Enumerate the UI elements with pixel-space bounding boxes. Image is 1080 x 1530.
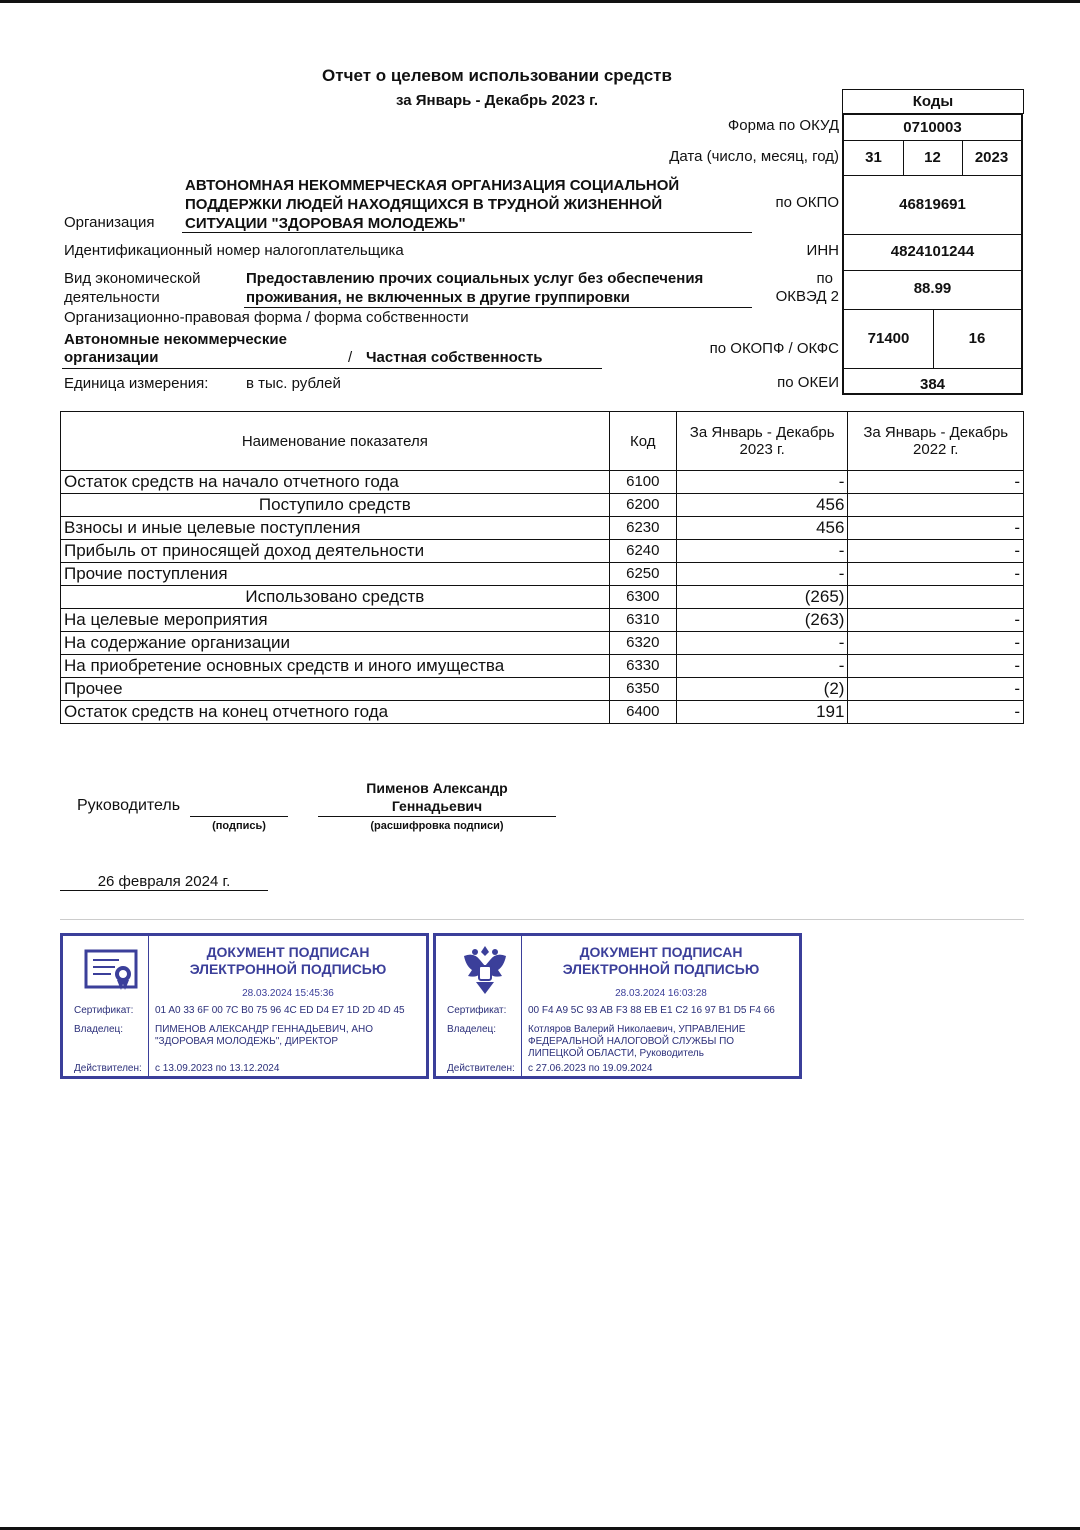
date-label: Дата (число, месяц, год) [669,148,839,165]
legal-form-underline [62,368,602,369]
table-row [61,563,1024,586]
owner-line-2: "ЗДОРОВАЯ МОЛОДЕЖЬ", ДИРЕКТОР [155,1036,339,1047]
row-name: Взносы и иные целевые поступления [61,517,610,540]
coat-of-arms-icon [458,942,512,1003]
cert-label: Сертификат: [74,1005,134,1016]
header-current-period [676,412,848,471]
report-table [60,411,1024,724]
signature-role: Руководитель [77,797,181,814]
row-code: 6310 [609,609,676,632]
owner-label: Владелец: [74,1024,124,1035]
row-previous: - [848,540,1024,563]
row-previous [848,586,1024,609]
owner-line-1: Котляров Валерий Николаевич, УПРАВЛЕНИЕ [528,1024,746,1035]
row-previous: - [848,678,1024,701]
row-name: Использовано средств [61,586,610,609]
signer-name-line [318,816,556,817]
date-underline [60,890,268,891]
stamp-datetime: 28.03.2024 16:03:28 [615,988,707,999]
e-signature-stamp-2 [433,933,802,1079]
stamp-datetime: 28.03.2024 15:45:36 [242,988,334,999]
row-name: Остаток средств на начало отчетного года [61,471,610,494]
row-previous: - [848,701,1024,724]
activity-underline [244,307,752,308]
legal-form-line-1: Автономные некоммерческие [64,331,287,348]
org-label: Организация [64,214,155,231]
codes-box [842,113,1023,395]
unit-label: Единица измерения: [64,375,209,392]
okopf-label: по ОКОПФ / ОКФС [709,340,839,357]
row-code: 6240 [609,540,676,563]
row-code: 6330 [609,655,676,678]
row-code: 6250 [609,563,676,586]
valid-value: с 27.06.2023 по 19.09.2024 [528,1063,653,1074]
row-previous: - [848,517,1024,540]
valid-label: Действителен: [74,1063,142,1074]
okpo-label: по ОКПО [775,194,839,211]
owner-line-1: ПИМЕНОВ АЛЕКСАНДР ГЕННАДЬЕВИЧ, АНО [155,1024,374,1035]
signature-date: 26 февраля 2024 г. [97,873,231,890]
report-period: за Январь - Декабрь 2023 г. [395,92,599,109]
cert-value: 00 F4 A9 5C 93 AB F3 88 EB E1 C2 16 97 B1 D5 F4 66 [528,1005,775,1016]
row-code: 6400 [609,701,676,724]
cert-value: 01 A0 33 6F 00 7C B0 75 96 4C ED D4 E7 1D 2D 4D 45 [155,1005,405,1016]
table-row [61,586,1024,609]
table-row [61,517,1024,540]
row-code: 6350 [609,678,676,701]
org-name-line-3: СИТУАЦИИ "ЗДОРОВАЯ МОЛОДЕЖЬ" [185,215,466,232]
row-current: - [676,655,848,678]
table-row [61,540,1024,563]
header-previous-line-1: За Январь - Декабрь [863,424,1009,441]
activity-line-2: проживания, не включенных в другие группировки [246,289,630,306]
owner-label: Владелец: [447,1024,497,1035]
table-row [61,701,1024,724]
row-current: 191 [676,701,848,724]
okved-label-1: по [816,270,833,287]
date-month: 12 [924,149,941,166]
header-current-line-1: За Январь - Декабрь [689,424,835,441]
org-name-line-1: АВТОНОМНАЯ НЕКОММЕРЧЕСКАЯ ОРГАНИЗАЦИЯ СОЦИАЛЬНОЙ [185,177,680,194]
table-row [61,609,1024,632]
stamp-head-2: ЭЛЕКТРОННОЙ ПОДПИСЬЮ [562,961,760,977]
signature-caption: (подпись) [212,820,266,832]
row-previous: - [848,471,1024,494]
row-name: Прочее [61,678,610,701]
stamp-head-2: ЭЛЕКТРОННОЙ ПОДПИСЬЮ [189,961,387,977]
okopf-code: 71400 [867,330,910,347]
okved-code: 88.99 [913,280,952,297]
codes-header: Коды [842,89,1024,114]
row-current: - [676,632,848,655]
report-title: Отчет о целевом использовании средств [322,66,672,85]
activity-label-1: Вид экономической [64,270,201,287]
row-name: На содержание организации [61,632,610,655]
header-previous-period [848,412,1024,471]
table-header-row [61,412,1024,471]
top-border [0,0,1080,3]
row-current: (2) [676,678,848,701]
row-name: Прибыль от приносящей доход деятельности [61,540,610,563]
header-code: Код [609,412,676,471]
row-name: Остаток средств на конец отчетного года [61,701,610,724]
form-slash: / [348,349,353,366]
signature-line [190,816,288,817]
header-current-line-2: 2023 г. [739,441,785,458]
signer-name-line-2: Геннадьевич [391,798,483,814]
stamp-divider [148,936,149,1076]
ownership-form: Частная собственность [366,349,543,366]
stamp-head-1: ДОКУМЕНТ ПОДПИСАН [579,944,743,960]
row-previous: - [848,563,1024,586]
okpo-code: 46819691 [899,196,966,213]
e-signature-stamp-1 [60,933,429,1079]
row-current: - [676,471,848,494]
legal-form-label: Организационно-правовая форма / форма собственности [64,309,469,326]
signer-name-line-1: Пименов Александр [366,780,508,796]
row-code: 6200 [609,494,676,517]
okved-label-2: ОКВЭД 2 [775,288,839,305]
date-year: 2023 [974,149,1009,166]
row-current: - [676,540,848,563]
table-row [61,632,1024,655]
header-name: Наименование показателя [61,412,610,471]
owner-line-2: ФЕДЕРАЛЬНОЙ НАЛОГОВОЙ СЛУЖБЫ ПО [528,1036,735,1047]
row-name: Прочие поступления [61,563,610,586]
row-current: (263) [676,609,848,632]
inn-label: ИНН [806,242,839,259]
okud-label: Форма по ОКУД [727,117,839,134]
legal-form-line-2: организации [64,349,159,366]
row-previous: - [848,609,1024,632]
activity-line-1: Предоставлению прочих социальных услуг без обеспечения [246,270,704,287]
okud-code: 0710003 [903,119,962,136]
row-current: (265) [676,586,848,609]
row-current: - [676,563,848,586]
stamp-head-1: ДОКУМЕНТ ПОДПИСАН [206,944,370,960]
cert-label: Сертификат: [447,1005,507,1016]
decode-caption: (расшифровка подписи) [370,820,504,832]
table-row [61,678,1024,701]
table-row [61,655,1024,678]
row-current: 456 [676,494,848,517]
inn-text: Идентификационный номер налогоплательщика [64,242,404,259]
activity-label-2: деятельности [64,289,160,306]
header-previous-line-2: 2022 г. [913,441,959,458]
certificate-icon [83,948,141,997]
valid-label: Действителен: [447,1063,515,1074]
row-name: На целевые мероприятия [61,609,610,632]
stamp-divider [521,936,522,1076]
date-day: 31 [865,149,882,166]
unit-value: в тыс. рублей [246,375,341,392]
org-underline [182,232,752,233]
okei-code: 384 [919,376,946,393]
row-code: 6300 [609,586,676,609]
row-code: 6100 [609,471,676,494]
row-current: 456 [676,517,848,540]
row-name: Поступило средств [61,494,610,517]
org-name-line-2: ПОДДЕРЖКИ ЛЮДЕЙ НАХОДЯЩИХСЯ В ТРУДНОЙ ЖИЗНЕННОЙ [185,196,663,213]
okei-label: по ОКЕИ [777,374,839,391]
row-previous: - [848,655,1024,678]
valid-value: с 13.09.2023 по 13.12.2024 [155,1063,280,1074]
row-previous: - [848,632,1024,655]
owner-line-3: ЛИПЕЦКОЙ ОБЛАСТИ, Руководитель [528,1048,704,1059]
row-code: 6230 [609,517,676,540]
table-row [61,494,1024,517]
row-code: 6320 [609,632,676,655]
inn-code: 4824101244 [890,243,975,260]
okfs-code: 16 [968,330,986,347]
row-name: На приобретение основных средств и иного имущества [61,655,610,678]
divider [60,919,1024,920]
row-previous [848,494,1024,517]
table-row [61,471,1024,494]
